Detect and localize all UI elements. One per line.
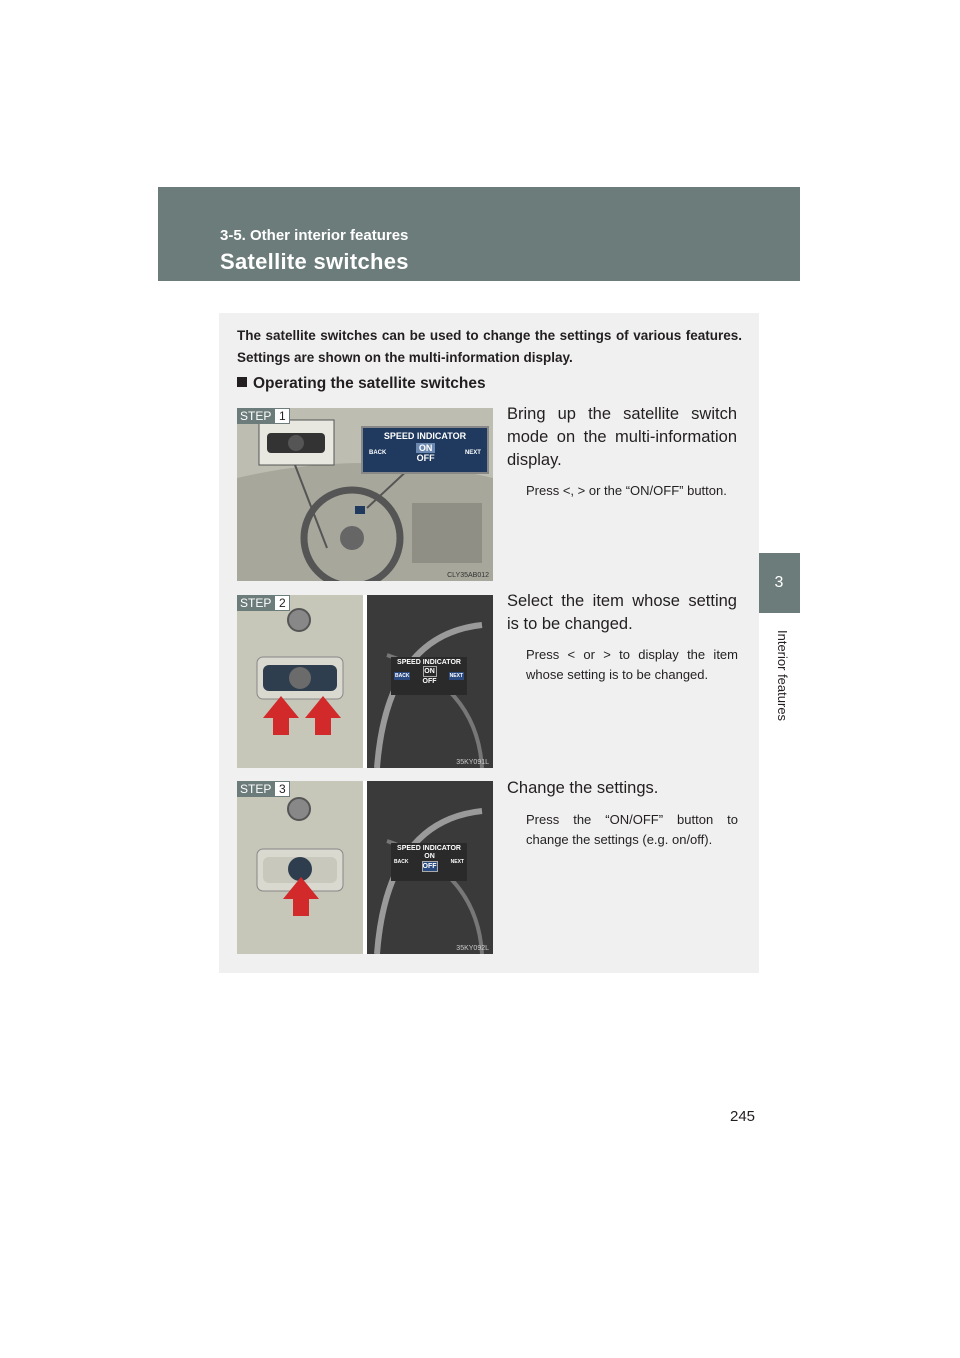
step-3-image: STEP 3 SPEED INDICATOR BACK ON OFF NEXT 35KY092L (237, 781, 493, 954)
step-1-note: Press <, > or the “ON/OFF” button. (526, 483, 727, 498)
step-3-display: SPEED INDICATOR BACK ON OFF NEXT (391, 843, 467, 881)
step-1-badge: STEP 1 (237, 408, 290, 424)
display-next: NEXT (464, 450, 481, 456)
chapter-tab: 3 (758, 553, 800, 613)
step-2-text: Select the item whose setting is to be changed. (507, 592, 737, 633)
section-name: 3-5. Other interior features (220, 227, 409, 244)
section-header (158, 187, 800, 281)
chapter-label: Interior features (775, 630, 790, 722)
step-2-badge: STEP 2 (237, 595, 290, 611)
step-3-text: Change the settings. (507, 779, 659, 797)
page-number: 245 (730, 1108, 756, 1125)
image-code: CLY35AB012 (447, 572, 489, 579)
display-title: SPEED INDICATOR (383, 431, 467, 441)
step-2-display: SPEED INDICATOR BACK ON OFF NEXT (391, 657, 467, 695)
step-2-note: Press < or > to display the item whose setting is to be changed. (526, 647, 738, 682)
display-back: BACK (369, 450, 387, 456)
step-1-image (237, 408, 493, 581)
square-bullet-icon (237, 377, 247, 387)
display-on: ON (416, 443, 436, 453)
content-panel (219, 313, 759, 973)
step-1-text: Bring up the satellite switch mode on the multi-information display. (507, 405, 737, 469)
display-off: OFF (416, 453, 435, 463)
subheading (237, 375, 486, 393)
subheading-text: Operating the satellite switches (253, 375, 486, 392)
step-3-badge: STEP 3 (237, 781, 290, 797)
step-2-image: STEP 2 SPEED INDICATOR BACK ON OFF NEXT 35KY091L (237, 595, 493, 768)
step-3-note: Press the “ON/OFF” button to change the settings (e.g. on/off). (526, 812, 738, 847)
page-title: Satellite switches (220, 249, 409, 274)
step-1-display (361, 426, 489, 474)
intro-text: The satellite switches can be used to change the settings of various features. Settings are shown on the multi-information display. (237, 328, 742, 365)
